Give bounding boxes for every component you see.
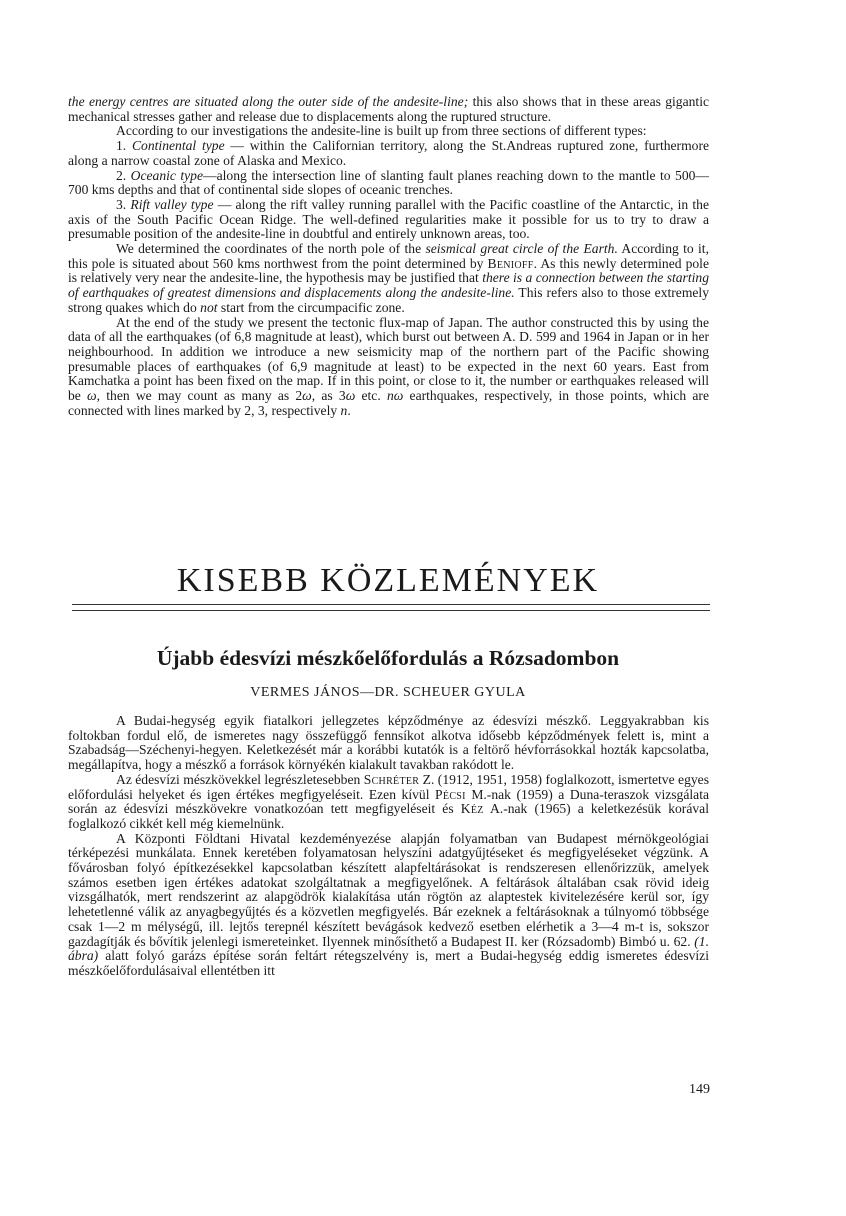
author-name: Pécsi: [435, 786, 466, 802]
list-item-continental-type: 1. Continental type — within the Californian territory, along the St.Andreas ruptured zone, furthermore along a narrow coastal zone of Alaska and Mexico.: [68, 138, 710, 168]
list-item-oceanic-type: 2. Oceanic type—along the intersection line of slanting fault planes reaching down to the mantle to 500—700 kms depths and that of continental side slopes of oceanic trenches.: [68, 167, 710, 198]
author-name: Benioff: [487, 255, 534, 271]
divider: [72, 604, 710, 605]
author-name: Schréter: [363, 771, 420, 787]
figure-reference: (1. ábra): [68, 933, 709, 964]
author-name: Kéz: [460, 801, 484, 817]
divider: [72, 610, 710, 611]
emphasis: the energy centres are situated along the outer side of the andesite-line;: [68, 94, 469, 109]
list-item-rift-valley-type: 3. Rift valley type — along the rift valley running parallel with the Pacific coastline of the Antarctic, in the axis of the South Pacific Ocean Ridge. The well-defined regularities make it possible for us to try to draw a presumable position of the andesite-line in doubtful and entirely unknown areas, too.: [68, 196, 709, 242]
paragraph: Az édesvízi mészkövekkel legrészletesebben Schréter Z. (1912, 1951, 1958) foglalkozott, ismertetve egyes előfordulási helyeket és igen értékes megfigyeléseit. Ezen kívül Pécsi M.-nak (1959) a Duna-teraszok vizsgálata során az édesvízi mészkövekre vonatkozóan tett megfigyeléseit és Kéz A.-nak (1965) a keletkezésük korával foglalkozó cikkét kell még kiemelnünk.: [68, 771, 709, 831]
page-number: 149: [689, 1082, 710, 1097]
article-body: [68, 714, 709, 979]
paragraph: According to our investigations the andesite-line is built up from three sections of different types:: [116, 123, 647, 139]
paragraph: At the end of the study we present the tectonic flux-map of Japan. The author constructed this by using the data of all the earthquakes (of 6,8 magnitude at least), which burst out between A. D. 599 and 1964 in Japan or in her neighbourhood. In addition we introduce a new seismicity map of the northern part of the Pacific showing presumable places of earthquakes (of 6,9 magnitude at least) to be expected in the next 60 years. East from Kamchatka a point has been fixed on the map. If in this point, or close to it, the number or earthquakes released will be ω, then we may count as many as 2ω, as 3ω etc. nω earthquakes, respectively, in those points, which are connected with lines marked by 2, 3, respectively n.: [68, 314, 709, 418]
section-title: KISEBB KÖZLEMÉNYEK: [176, 562, 600, 599]
article-title: Újabb édesvízi mészkőelőfordulás a Rózsadombon: [156, 646, 620, 670]
english-summary-continuation: [68, 95, 709, 418]
paragraph: A Budai-hegység egyik fiatalkori jellegzetes képződménye az édesvízi mészkő. Leggyakrabban kis foltokban fordul elő, de ismeretes nagy összefüggő fennsíkot alkotva idősebb képződmények felett is, mint a Szabadság—Széchenyi-hegyen. Keletkezését már a korábbi kutatók is a feltörő hévforrásokkal hozták kapcsolatba, megállapítva, hogy a mészkő a források környékén kialakult tavakban rakódott le.: [68, 713, 709, 773]
paragraph: We determined the coordinates of the north pole of the seismical great circle of the Earth. According to it, this pole is situated about 560 kms northwest from the point determined by Benioff. As this newly determined pole is relatively very near the andesite-line, the hypothesis may be justified that there is a connection between the starting of earthquakes of greatest dimensions and displacements along the andesite-line. This refers also to those extremely strong quakes which do not start from the circumpacific zone.: [68, 241, 710, 315]
paragraph: A Központi Földtani Hivatal kezdeményezése alapján folyamatban van Budapest mérnökgeológiai térképezési munkálata. Ennek keretében folyamatosan helyszíni adatgyűjtéseket és megfigyeléseket végzünk. A fővárosban folyó építkezésekkel kapcsolatban készített alapfeltárásokat is rendszeresen ellenőrizzük, amelyek számos esetben igen értékes adatokat szolgáltatnak a megfigyelőnek. A feltárások általában csak rövid ideig vizsgálhatók, mert rendszerint az alapgödrök kialakítása után rögtön az alaptestek kivitelezésére kerül sor, így lehetetlenné válik az anyagbegyűjtés és a közvetlen megfigyelés. Bár ezeknek a feltárásoknak a túlnyomó többsége csak 1—2 m mélységű, ill. lejtős terepnél készített bevágások kedvező esetben elérhetik a 3—4 m-t is, sokszor gazdagítják és bővítik jelenlegi ismereteinket. Ilyennek minősíthető a Budapest II. ker (Rózsadomb) Bimbó u. 62. (1. ábra) alatt folyó garázs építése során feltárt rétegszelvény is, mert a Budai-hegység eddig ismeretes édesvízi mészkőelőfordulásaival ellentétben itt: [68, 830, 709, 978]
article-authors: VERMES JÁNOS—DR. SCHEUER GYULA: [250, 685, 526, 700]
paragraph: the energy centres are situated along the outer side of the andesite-line; this also shows that in these areas gigantic mechanical stresses gather and release due to displacements along the ruptured structure.: [68, 94, 710, 124]
